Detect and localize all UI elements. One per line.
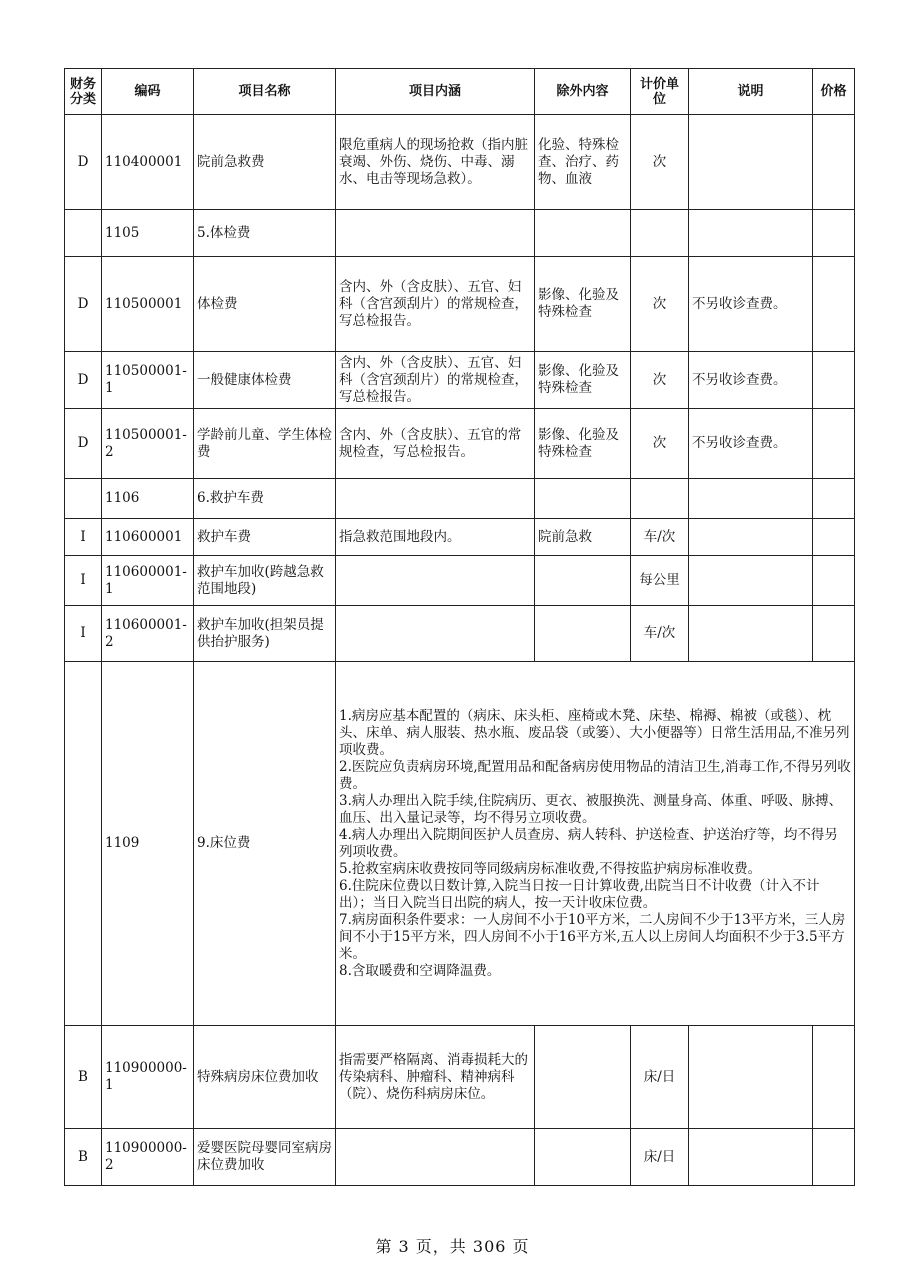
cell-unit: 次 — [631, 352, 689, 409]
note-item: 3.病人办理出入院手续,住院病历、更衣、被服换洗、测量身高、体重、呼吸、脉搏、血压、出入量记录等，均不得另立项收费。 — [339, 792, 843, 826]
cell-unit: 车/次 — [631, 606, 689, 662]
table-row — [65, 210, 855, 257]
cell-exclude — [535, 479, 631, 519]
cell-exclude: 化验、特殊检查、治疗、药物、血液 — [535, 115, 631, 210]
cell-cat: I — [65, 606, 102, 662]
cell-note — [689, 519, 813, 556]
table-row — [65, 606, 855, 662]
cell-name: 院前急救费 — [194, 115, 336, 210]
cell-note — [689, 210, 813, 257]
cell-unit: 床/日 — [631, 1026, 689, 1129]
cell-name: 救护车加收(担架员提供抬护服务) — [194, 606, 336, 662]
cell-note — [689, 1129, 813, 1186]
cell-name: 爱婴医院母婴同室病房床位费加收 — [194, 1129, 336, 1186]
page-footer: 第 3 页，共 306 页 — [375, 1237, 530, 1256]
cell-name: 9.床位费 — [194, 662, 336, 1026]
header-price: 价格 — [813, 69, 855, 115]
cell-exclude — [535, 606, 631, 662]
cell-name: 体检费 — [194, 257, 336, 352]
cell-content — [336, 479, 535, 519]
cell-price — [813, 352, 855, 409]
cell-cat: D — [65, 409, 102, 479]
cell-code: 110500001-2 — [102, 409, 194, 479]
cell-cat: I — [65, 556, 102, 606]
price-table — [64, 68, 855, 1186]
cell-content: 限危重病人的现场抢救（指内脏衰竭、外伤、烧伤、中毒、溺水、电击等现场急救）。 — [336, 115, 535, 210]
cell-unit: 次 — [631, 257, 689, 352]
cell-name: 6.救护车费 — [194, 479, 336, 519]
cell-code: 110900000-1 — [102, 1026, 194, 1129]
cell-note — [689, 606, 813, 662]
cell-code: 110500001 — [102, 257, 194, 352]
cell-price — [813, 606, 855, 662]
cell-code: 110400001 — [102, 115, 194, 210]
note-item: 8.含取暖费和空调降温费。 — [339, 962, 501, 979]
header-row — [65, 69, 855, 115]
table-row — [65, 257, 855, 352]
cell-note — [689, 115, 813, 210]
cell-exclude: 院前急救 — [535, 519, 631, 556]
cell-name: 5.体检费 — [194, 210, 336, 257]
cell-price — [813, 409, 855, 479]
cell-name: 救护车加收(跨越急救范围地段) — [194, 556, 336, 606]
cell-note — [689, 556, 813, 606]
cell-note — [689, 479, 813, 519]
header-name: 项目名称 — [194, 69, 336, 115]
cell-content — [336, 556, 535, 606]
cell-note — [689, 1026, 813, 1129]
header-unit: 计价单位 — [631, 69, 689, 115]
cell-price — [813, 115, 855, 210]
cell-code: 1106 — [102, 479, 194, 519]
cell-cat: B — [65, 1129, 102, 1186]
cell-note: 不另收诊查费。 — [689, 409, 813, 479]
cell-price — [813, 556, 855, 606]
cell-exclude: 影像、化验及特殊检查 — [535, 409, 631, 479]
cell-content: 含内、外（含皮肤）、五官的常规检查，写总检报告。 — [336, 409, 535, 479]
cell-price — [813, 479, 855, 519]
cell-cat: B — [65, 1026, 102, 1129]
cell-cat — [65, 479, 102, 519]
cell-unit: 次 — [631, 409, 689, 479]
table-row — [65, 479, 855, 519]
cell-content: 含内、外（含皮肤）、五官、妇科（含宫颈刮片）的常规检查，写总检报告。 — [336, 257, 535, 352]
note-item: 2.医院应负责病房环境,配置用品和配备病房使用物品的清洁卫生,消毒工作,不得另列收费。 — [339, 758, 851, 792]
cell-code: 110600001-1 — [102, 556, 194, 606]
cell-price — [813, 519, 855, 556]
cell-price — [813, 257, 855, 352]
note-item: 6.住院床位费以日数计算,入院当日按一日计算收费,出院当日不计收费（计入不计出）；当日入院当日出院的病人，按一天计收床位费。 — [339, 877, 820, 911]
cell-unit — [631, 210, 689, 257]
header-cat: 财务分类 — [65, 69, 102, 115]
cell-unit: 车/次 — [631, 519, 689, 556]
cell-note: 不另收诊查费。 — [689, 352, 813, 409]
cell-price — [813, 1026, 855, 1129]
cell-price — [813, 1129, 855, 1186]
cell-unit: 次 — [631, 115, 689, 210]
cell-code: 1105 — [102, 210, 194, 257]
cell-code: 110500001-1 — [102, 352, 194, 409]
cell-name: 学龄前儿童、学生体检费 — [194, 409, 336, 479]
cell-unit: 每公里 — [631, 556, 689, 606]
table-row — [65, 409, 855, 479]
cell-content — [336, 210, 535, 257]
cell-content — [336, 606, 535, 662]
cell-note: 不另收诊查费。 — [689, 257, 813, 352]
cell-name: 一般健康体检费 — [194, 352, 336, 409]
table-row — [65, 1026, 855, 1129]
table-row-1109 — [65, 662, 855, 1026]
cell-content — [336, 1129, 535, 1186]
header-exclude: 除外内容 — [535, 69, 631, 115]
cell-cat: D — [65, 257, 102, 352]
cell-unit: 床/日 — [631, 1129, 689, 1186]
note-item: 4.病人办理出入院期间医护人员查房、病人转科、护送检查、护送治疗等，均不得另列项收费。 — [339, 826, 838, 860]
cell-cat: D — [65, 115, 102, 210]
cell-content: 含内、外（含皮肤）、五官、妇科（含宫颈刮片）的常规检查，写总检报告。 — [336, 352, 535, 409]
note-item: 7.病房面积条件要求：一人房间不小于10平方米，二人房间不少于13平方米，三人房间不小于15平方米，四人房间不小于16平方米,五人以上房间人均面积不少于3.5平方米。 — [339, 911, 846, 962]
table-row — [65, 115, 855, 210]
cell-exclude — [535, 1129, 631, 1186]
cell-code: 110600001-2 — [102, 606, 194, 662]
cell-unit — [631, 479, 689, 519]
note-item: 1.病房应基本配置的（病床、床头柜、座椅或木凳、床垫、棉褥、棉被（或毯）、枕头、床单、病人服装、热水瓶、废品袋（或篓）、大小便器等）日常生活用品,不准另列项收费。 — [339, 707, 850, 758]
table-row — [65, 352, 855, 409]
cell-price — [813, 210, 855, 257]
cell-content: 指急救范围地段内。 — [336, 519, 535, 556]
cell-content: 指需要严格隔离、消毒损耗大的传染病科、肿瘤科、精神病科（院）、烧伤科病房床位。 — [336, 1026, 535, 1129]
header-note: 说明 — [689, 69, 813, 115]
table-row — [65, 519, 855, 556]
cell-cat: I — [65, 519, 102, 556]
cell-name: 救护车费 — [194, 519, 336, 556]
cell-exclude — [535, 556, 631, 606]
cell-exclude — [535, 1026, 631, 1129]
cell-exclude — [535, 210, 631, 257]
cell-exclude: 影像、化验及特殊检查 — [535, 352, 631, 409]
cell-exclude: 影像、化验及特殊检查 — [535, 257, 631, 352]
table-row — [65, 1129, 855, 1186]
cell-cat: D — [65, 352, 102, 409]
cell-code: 1109 — [102, 662, 194, 1026]
cell-cat — [65, 662, 102, 1026]
cell-cat — [65, 210, 102, 257]
bed-fee-notes — [336, 662, 855, 1026]
cell-code: 110900000-2 — [102, 1129, 194, 1186]
cell-code: 110600001 — [102, 519, 194, 556]
header-code: 编码 — [102, 69, 194, 115]
cell-name: 特殊病房床位费加收 — [194, 1026, 336, 1129]
table-row — [65, 556, 855, 606]
note-item: 5.抢救室病床收费按同等同级病房标准收费,不得按监护病房标准收费。 — [339, 860, 762, 877]
header-content: 项目内涵 — [336, 69, 535, 115]
